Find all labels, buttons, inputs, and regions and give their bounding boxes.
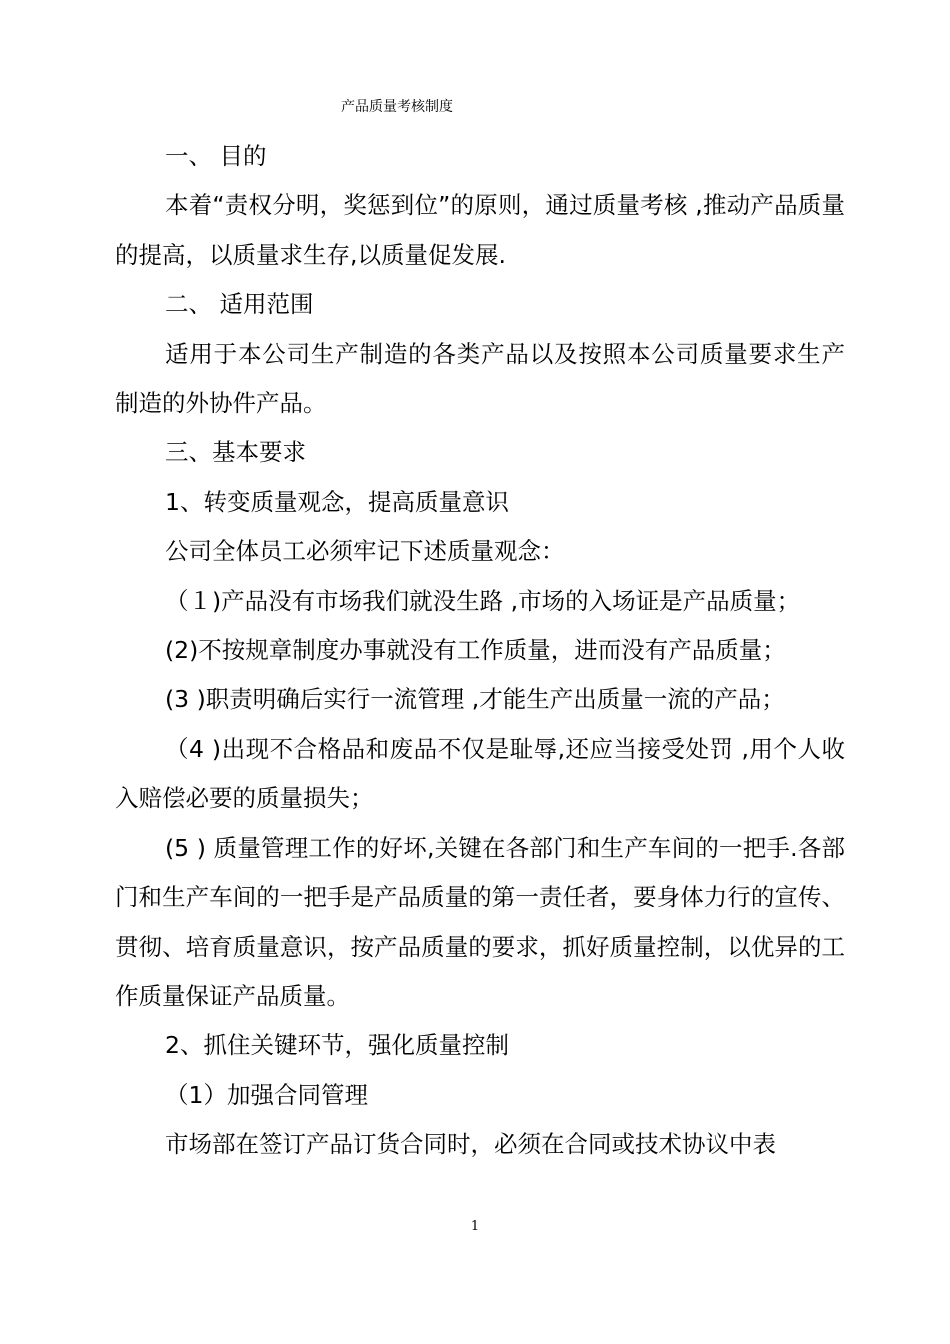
list-item-concept-3: (3 )职责明确后实行一流管理 ,才能生产出质量一流的产品；: [165, 685, 785, 714]
paragraph-scope: 适用于本公司生产制造的各类产品以及按照本公司质量要求生产制造的外协件产品。: [115, 339, 845, 418]
page-number: 1: [470, 1219, 480, 1234]
document-title: 产品质量考核制度: [341, 99, 453, 115]
subsection-heading-key-links: 2、抓住关键环节，强化质量控制: [165, 1031, 509, 1060]
paragraph-contract-text: 市场部在签订产品订货合同时，必须在合同或技术协议中表: [165, 1130, 776, 1159]
sub-item-contract-management: （1）加强合同管理: [165, 1080, 368, 1109]
paragraph-concept-intro: 公司全体员工必须牢记下述质量观念：: [165, 537, 565, 566]
document-body: [115, 132, 845, 1170]
paragraph-purpose: 本着“责权分明，奖惩到位”的原则，通过质量考核 ,推动产品质量的提高，以质量求生存,以质量促发展.: [115, 191, 845, 269]
section-heading-scope: 二、 适用范围: [165, 290, 314, 319]
list-item-concept-5: (5 ) 质量管理工作的好坏,关键在各部门和生产车间的一把手.各部门和生产车间的一把手是产品质量的第一责任者，要身体力行的宣传、贯彻、培育质量意识，按产品质量的要求，抓好质量控制，以优异的工作质量保证产品质量。: [115, 833, 845, 1010]
subsection-heading-quality-concept: 1、转变质量观念，提高质量意识: [165, 487, 509, 516]
section-heading-purpose: 一、 目的: [165, 142, 267, 170]
list-item-concept-1: （１)产品没有市场我们就没生路 ,市场的入场证是产品质量；: [165, 586, 801, 615]
list-item-concept-2: (2)不按规章制度办事就没有工作质量，进而没有产品质量；: [165, 636, 786, 665]
section-heading-requirements: 三、基本要求: [165, 438, 306, 467]
list-item-concept-4: （4 )出现不合格品和废品不仅是耻辱,还应当接受处罚 ,用个人收入赔偿必要的质量损失；: [115, 734, 845, 813]
